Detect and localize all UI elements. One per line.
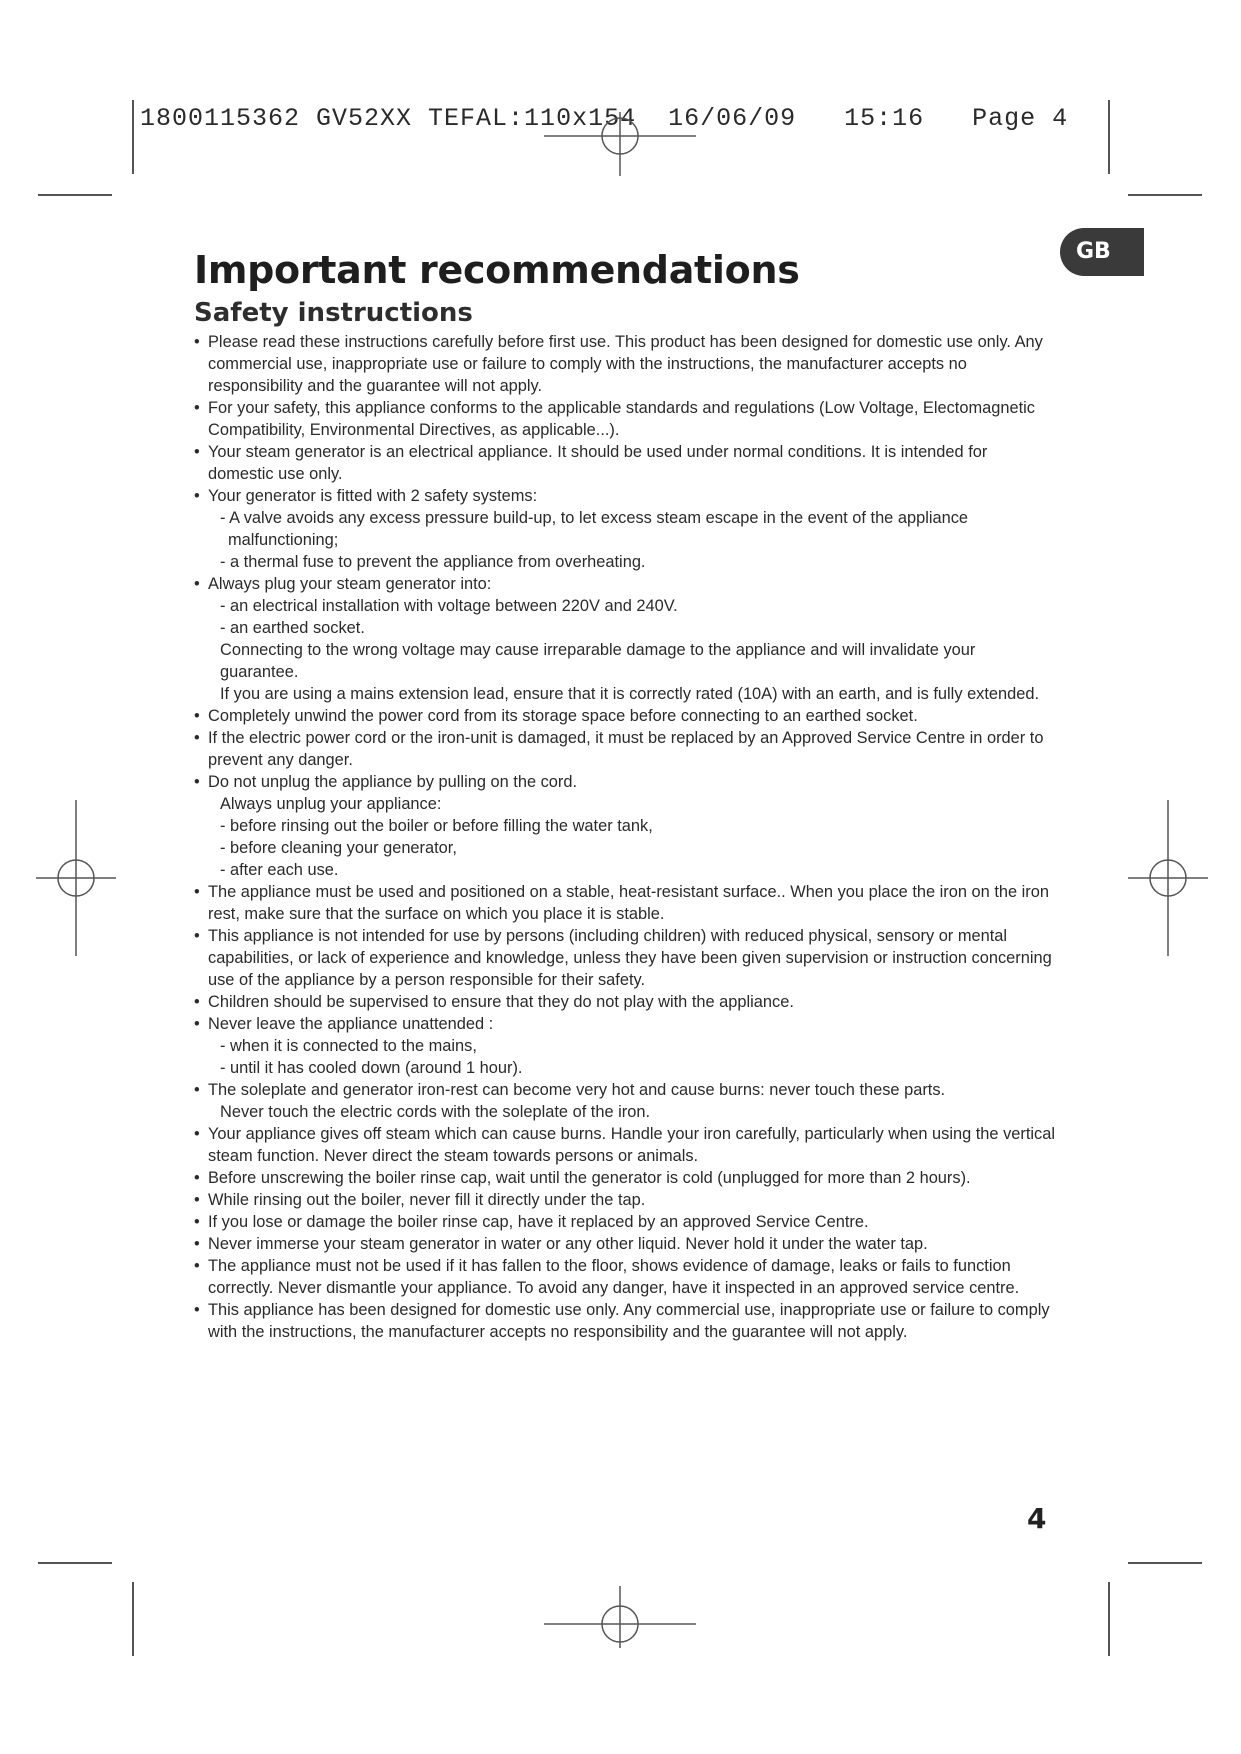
list-item bbox=[194, 1013, 1056, 1079]
list-item-text: • The appliance must not be used if it has fallen to the floor, shows evidence of damage, leaks or fails to function correctly. Never dismantle your appliance. To avoid any danger, have it inspected in an approved service centre. bbox=[208, 1257, 1020, 1297]
crop-mark-top-left-vertical bbox=[132, 100, 134, 174]
sub-item-text: - after each use. bbox=[220, 861, 339, 879]
list-item bbox=[194, 573, 1056, 705]
sub-item-text: - an earthed socket. bbox=[220, 619, 365, 637]
list-item-text: • Never leave the appliance unattended : bbox=[208, 1015, 494, 1033]
list-item bbox=[194, 1255, 1056, 1299]
list-item-text: • Before unscrewing the boiler rinse cap, wait until the generator is cold (unplugged for more than 2 hours). bbox=[208, 1169, 971, 1187]
registration-mark-right bbox=[1128, 800, 1208, 956]
list-item bbox=[194, 1189, 1056, 1211]
list-item bbox=[194, 881, 1056, 925]
sub-item-text: - until it has cooled down (around 1 hour). bbox=[220, 1059, 523, 1077]
continuation-text: Never touch the electric cords with the soleplate of the iron. bbox=[220, 1103, 651, 1121]
list-item-text: • If the electric power cord or the iron-unit is damaged, it must be replaced by an Approved Service Centre in order to prevent any danger. bbox=[208, 729, 1044, 769]
registration-mark-top bbox=[544, 100, 696, 176]
list-item bbox=[194, 1123, 1056, 1167]
list-item-text: • The appliance must be used and positioned on a stable, heat-resistant surface.. When you place the iron on the iron rest, make sure that the surface on which you place it is stable. bbox=[208, 883, 1049, 923]
list-item bbox=[194, 397, 1056, 441]
list-item-text: • If you lose or damage the boiler rinse cap, have it replaced by an approved Service Centre. bbox=[208, 1213, 869, 1231]
crop-mark-top-right-horizontal bbox=[1128, 194, 1202, 196]
list-item-text: • While rinsing out the boiler, never fill it directly under the tap. bbox=[208, 1191, 646, 1209]
list-item-text: • Your generator is fitted with 2 safety systems: bbox=[208, 487, 538, 505]
list-item bbox=[194, 1211, 1056, 1233]
list-item-text: • Never immerse your steam generator in water or any other liquid. Never hold it under the water tap. bbox=[208, 1235, 928, 1253]
list-item bbox=[194, 1299, 1056, 1343]
crop-mark-bottom-right-horizontal bbox=[1128, 1562, 1202, 1564]
list-item bbox=[194, 1233, 1056, 1255]
sub-item-text: - before cleaning your generator, bbox=[220, 839, 457, 857]
list-item-text: • Completely unwind the power cord from its storage space before connecting to an earthed socket. bbox=[208, 707, 918, 725]
bullet-list bbox=[194, 331, 1056, 1343]
list-item bbox=[194, 991, 1056, 1013]
list-item bbox=[194, 1079, 1056, 1123]
page-number: 4 bbox=[1027, 1502, 1047, 1535]
registration-mark-bottom bbox=[544, 1586, 696, 1666]
crop-mark-top-left-horizontal bbox=[38, 194, 112, 196]
list-item-text: • Please read these instructions carefully before first use. This product has been designed for domestic use only. Any commercial use, inappropriate use or failure to comply with the instructions, the manufacturer accepts no responsibility and the guarantee will not apply. bbox=[208, 333, 1043, 395]
crop-mark-bottom-left-vertical bbox=[132, 1582, 134, 1656]
list-item bbox=[194, 1167, 1056, 1189]
list-item-text: • Always plug your steam generator into: bbox=[208, 575, 492, 593]
sub-item-text: - when it is connected to the mains, bbox=[220, 1037, 477, 1055]
sub-item-text: - A valve avoids any excess pressure build-up, to let excess steam escape in the event of the appliance malfunctioning; bbox=[220, 509, 969, 549]
sub-item-text: - before rinsing out the boiler or before filling the water tank, bbox=[220, 817, 653, 835]
list-item bbox=[194, 331, 1056, 397]
crop-mark-bottom-left-horizontal bbox=[38, 1562, 112, 1564]
list-item bbox=[194, 485, 1056, 573]
language-tab: GB bbox=[1060, 228, 1144, 276]
sub-item-text: - a thermal fuse to prevent the appliance from overheating. bbox=[220, 553, 646, 571]
crop-mark-top-right-vertical bbox=[1108, 100, 1110, 174]
list-item-text: • Do not unplug the appliance by pulling on the cord. bbox=[208, 773, 578, 791]
page-title: Important recommendations bbox=[194, 248, 800, 292]
list-item-text: • This appliance is not intended for use by persons (including children) with reduced physical, sensory or mental capabilities, or lack of experience and knowledge, unless they have been given supervision or instruction concerning use of the appliance by a person responsible for their safety. bbox=[208, 927, 1052, 989]
continuation-text: Connecting to the wrong voltage may cause irreparable damage to the appliance and will invalidate your guarantee. bbox=[220, 641, 976, 681]
list-item-text: • The soleplate and generator iron-rest can become very hot and cause burns: never touch these parts. bbox=[208, 1081, 946, 1099]
safety-instructions-list bbox=[194, 331, 1056, 1343]
list-item-text: • For your safety, this appliance conforms to the applicable standards and regulations (Low Voltage, Electomagnetic Compatibility, Environmental Directives, as applicable...). bbox=[208, 399, 1035, 439]
crop-mark-bottom-right-vertical bbox=[1108, 1582, 1110, 1656]
list-item bbox=[194, 771, 1056, 881]
continuation-text: If you are using a mains extension lead, ensure that it is correctly rated (10A) with an earth, and is fully extended. bbox=[220, 685, 1040, 703]
list-item-text: • Your appliance gives off steam which can cause burns. Handle your iron carefully, particularly when using the vertical steam function. Never direct the steam towards persons or animals. bbox=[208, 1125, 1055, 1165]
sub-item-text: - an electrical installation with voltage between 220V and 240V. bbox=[220, 597, 678, 615]
list-item bbox=[194, 925, 1056, 991]
list-item-text: • Your steam generator is an electrical appliance. It should be used under normal conditions. It is intended for domestic use only. bbox=[208, 443, 988, 483]
printer-slug: 1800115362 GV52XX TEFAL:110x154 16/06/09 15:16 Page 4 bbox=[140, 104, 1069, 133]
list-item-text: • This appliance has been designed for domestic use only. Any commercial use, inappropriate use or failure to comply with the instructions, the manufacturer accepts no responsibility and the guarantee will not apply. bbox=[208, 1301, 1050, 1341]
continuation-text: Always unplug your appliance: bbox=[220, 795, 442, 813]
list-item bbox=[194, 705, 1056, 727]
registration-mark-left bbox=[36, 800, 116, 956]
list-item bbox=[194, 727, 1056, 771]
list-item-text: • Children should be supervised to ensure that they do not play with the appliance. bbox=[208, 993, 794, 1011]
section-title: Safety instructions bbox=[194, 298, 473, 328]
list-item bbox=[194, 441, 1056, 485]
